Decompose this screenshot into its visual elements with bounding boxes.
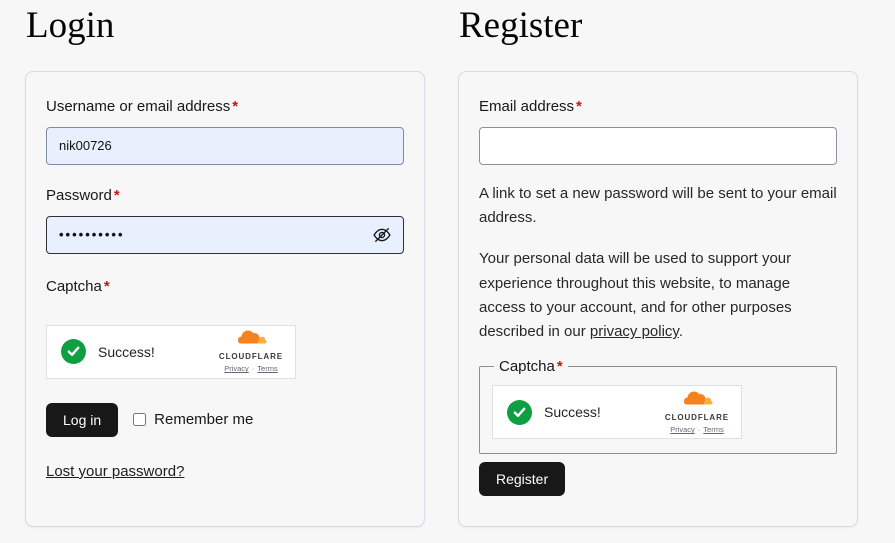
turnstile-privacy-link[interactable]: Privacy	[670, 425, 695, 435]
cloudflare-brand-block	[219, 329, 283, 374]
lost-password-link[interactable]: Lost your password?	[46, 462, 185, 480]
register-button[interactable]: Register	[479, 462, 565, 496]
login-actions-row	[46, 403, 404, 437]
register-title: Register	[459, 5, 583, 46]
cloudflare-turnstile-widget	[492, 385, 742, 439]
remember-me-checkbox[interactable]	[133, 413, 146, 426]
turnstile-legal-links	[224, 364, 278, 374]
legal-links-separator: ·	[251, 364, 255, 374]
login-section	[25, 6, 425, 527]
privacy-policy-link[interactable]: privacy policy	[589, 323, 679, 341]
password-label	[46, 187, 404, 204]
turnstile-privacy-link[interactable]: Privacy	[224, 364, 249, 374]
cloudflare-wordmark: CLOUDFLARE	[664, 412, 729, 422]
password-field-wrap	[46, 216, 404, 254]
legal-links-separator: ·	[697, 425, 701, 435]
login-button[interactable]: Log in	[46, 403, 118, 437]
captcha-label	[46, 278, 404, 295]
turnstile-terms-link[interactable]: Terms	[257, 364, 278, 374]
cloudflare-logo-icon	[680, 390, 714, 412]
email-label-text: Email address	[479, 97, 575, 115]
password-input[interactable]	[46, 216, 404, 254]
login-form-panel	[25, 71, 425, 527]
show-password-icon[interactable]	[372, 225, 392, 245]
captcha-label-text: Captcha	[46, 277, 102, 295]
cloudflare-turnstile-widget	[46, 325, 296, 379]
username-label	[46, 98, 404, 115]
register-section	[458, 6, 858, 527]
success-check-icon	[507, 400, 532, 425]
privacy-text-before: Your personal data will be used to support your experience throughout this website, to manage access to your account, and for other purposes described in our	[479, 250, 792, 341]
turnstile-legal-links	[670, 425, 724, 435]
privacy-policy-text	[479, 247, 837, 344]
required-asterisk: *	[113, 186, 120, 204]
required-asterisk: *	[232, 97, 239, 115]
email-label	[479, 98, 837, 115]
login-title: Login	[26, 5, 115, 46]
captcha-legend	[494, 358, 568, 375]
turnstile-status-group	[507, 400, 601, 425]
username-input[interactable]	[46, 127, 404, 165]
register-form-panel	[458, 71, 858, 528]
turnstile-status-group	[61, 339, 155, 364]
cloudflare-brand-block	[665, 390, 729, 435]
remember-me-option[interactable]	[133, 411, 253, 428]
success-check-icon	[61, 339, 86, 364]
password-label-text: Password	[46, 186, 112, 204]
required-asterisk: *	[556, 358, 563, 376]
turnstile-status-text: Success!	[544, 404, 601, 421]
password-link-info-text: A link to set a new password will be sent to your email address.	[479, 184, 837, 226]
remember-me-label: Remember me	[154, 411, 254, 429]
username-label-text: Username or email address	[46, 97, 231, 115]
email-input[interactable]	[479, 127, 837, 165]
privacy-text-after: .	[678, 323, 683, 341]
required-asterisk: *	[576, 97, 582, 115]
required-asterisk: *	[103, 277, 110, 295]
turnstile-terms-link[interactable]: Terms	[703, 425, 724, 435]
turnstile-status-text: Success!	[98, 343, 155, 360]
cloudflare-wordmark: CLOUDFLARE	[218, 352, 283, 362]
captcha-fieldset	[479, 358, 837, 454]
captcha-legend-text: Captcha	[499, 358, 555, 376]
cloudflare-logo-icon	[234, 329, 268, 351]
